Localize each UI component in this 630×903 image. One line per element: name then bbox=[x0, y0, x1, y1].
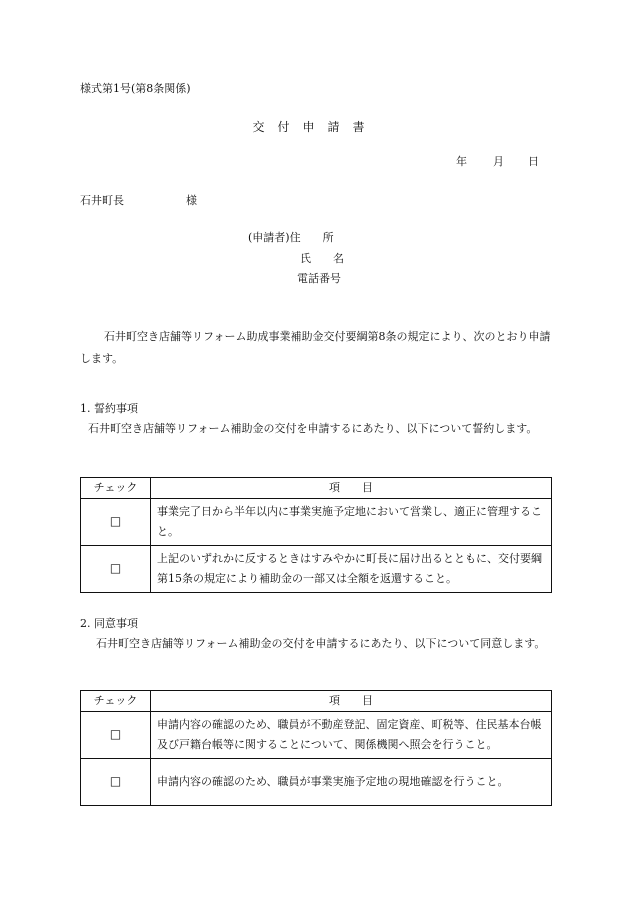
consent-checkbox-2[interactable]: □ bbox=[81, 759, 151, 806]
date-day: 日 bbox=[528, 155, 539, 168]
pledge-table bbox=[80, 477, 552, 593]
section-1-heading: 1. 誓約事項 bbox=[80, 402, 138, 415]
address-label-a: 住 bbox=[289, 231, 301, 244]
addressee bbox=[80, 192, 197, 210]
consent-checkbox-1[interactable]: □ bbox=[81, 712, 151, 759]
table-row bbox=[81, 546, 552, 593]
applicant-address-row bbox=[248, 228, 344, 249]
section-2-heading: 2. 同意事項 bbox=[80, 617, 138, 630]
date-month: 月 bbox=[493, 155, 504, 168]
table-header-row bbox=[81, 478, 552, 499]
table-row bbox=[81, 712, 552, 759]
applicant-name-row bbox=[248, 249, 344, 270]
consent-table bbox=[80, 690, 552, 806]
name-label-a: 氏 bbox=[300, 251, 311, 265]
pledge-item-2: 上記のいずれかに反するときはすみやかに町長に届け出るとともに、交付要綱第15条の規定により補助金の一部又は全額を返還すること。 bbox=[151, 546, 552, 593]
phone-label: 電話番号 bbox=[297, 272, 341, 285]
form-number: 様式第1号(第8条関係) bbox=[80, 82, 191, 95]
body-paragraph: 石井町空き店舗等リフォーム助成事業補助金交付要綱第8条の規定により、次のとおり申請します。 bbox=[80, 330, 551, 365]
header-item: 項 目 bbox=[151, 478, 552, 499]
addressee-name: 石井町長 bbox=[80, 194, 124, 207]
applicant-label: (申請者) bbox=[248, 231, 290, 244]
section-1-text: 石井町空き店舗等リフォーム補助金の交付を申請するにあたり、以下について誓約します。 bbox=[88, 422, 538, 435]
applicant-block bbox=[248, 228, 344, 290]
consent-item-1: 申請内容の確認のため、職員が不動産登記、固定資産、町税等、住民基本台帳及び戸籍台帳等に関することについて、関係機関へ照会を行うこと。 bbox=[151, 712, 552, 759]
address-label-b: 所 bbox=[322, 231, 334, 244]
pledge-item-1: 事業完了日から半年以内に事業実施予定地において営業し、適正に管理すること。 bbox=[151, 499, 552, 546]
document-title: 交付申請書 bbox=[252, 120, 378, 134]
table-row bbox=[81, 499, 552, 546]
pledge-checkbox-1[interactable]: □ bbox=[81, 499, 151, 546]
header-item: 項 目 bbox=[151, 691, 552, 712]
section-2-text: 石井町空き店舗等リフォーム補助金の交付を申請するにあたり、以下について同意します。 bbox=[96, 637, 546, 650]
consent-item-2: 申請内容の確認のため、職員が事業実施予定地の現地確認を行うこと。 bbox=[151, 759, 552, 806]
table-header-row bbox=[81, 691, 552, 712]
addressee-honorific: 様 bbox=[186, 194, 197, 207]
date-line bbox=[456, 153, 539, 171]
name-label-b: 名 bbox=[333, 251, 344, 265]
date-year: 年 bbox=[456, 155, 467, 168]
table-row bbox=[81, 759, 552, 806]
header-check: チェック bbox=[81, 691, 151, 712]
header-check: チェック bbox=[81, 478, 151, 499]
pledge-checkbox-2[interactable]: □ bbox=[81, 546, 151, 593]
